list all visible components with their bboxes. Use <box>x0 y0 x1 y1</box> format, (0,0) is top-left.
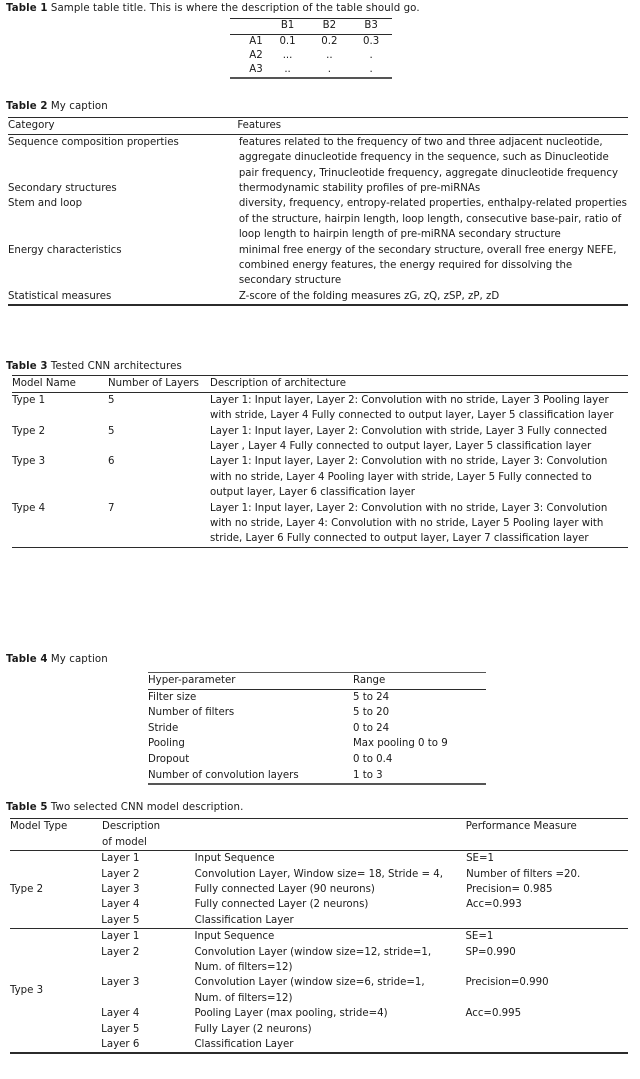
table5-header-spacer-2 <box>196 835 466 850</box>
table4-caption-label: Table 4 <box>6 654 48 665</box>
table-row <box>10 1022 628 1037</box>
table-row <box>10 929 628 944</box>
table5-g1-l5-layer: Layer 6 <box>101 1039 140 1051</box>
table2-header-row <box>8 118 628 133</box>
table5-g0-l4-layer: Layer 5 <box>101 914 140 926</box>
table4-r0-param: Filter size <box>148 691 197 703</box>
table2-bottomrule <box>8 304 628 305</box>
table2-caption <box>6 100 108 113</box>
table3-r1-layers: 5 <box>108 425 115 437</box>
table2-caption-text: My caption <box>50 101 108 112</box>
table2-r1-category: Secondary structures <box>8 183 117 195</box>
table5-caption-text: Two selected CNN model description. <box>50 802 244 813</box>
table5-g0-l3-layer: Layer 4 <box>101 899 140 911</box>
table3-r3-description: Layer 1: Input layer, Layer 2: Convolution with no stride, Layer 3: Convolution with no stride, Layer 4: Convolution with no stride, Layer 5 Pooling layer with stride, Layer 6 Fully connected to output layer, Layer 7 classification layer <box>210 502 608 545</box>
table3-caption-text: Tested CNN architectures <box>50 361 182 372</box>
table5-g1-l4-description: Fully Layer (2 neurons) <box>194 1023 312 1035</box>
table5-header-spacer-3 <box>466 835 628 850</box>
table4-r5-param: Number of convolution layers <box>148 769 299 781</box>
table5-group-type2 <box>10 851 628 928</box>
table5-g0-l1-layer: Layer 2 <box>101 868 140 880</box>
table1-r1-label: A2 <box>249 49 263 61</box>
table4-r5-range: 1 to 3 <box>353 769 383 781</box>
table-row <box>148 705 486 721</box>
table5-g1-l3-performance: Acc=0.995 <box>465 1008 522 1020</box>
table5-g0-model-type: Type 2 <box>10 884 44 896</box>
table-row <box>10 975 628 1006</box>
table5-g1-l5-description: Classification Layer <box>194 1039 294 1051</box>
table-row <box>148 721 486 737</box>
table-row <box>148 736 486 752</box>
table2-r1-features: thermodynamic stability profiles of pre-miRNAs <box>238 183 481 195</box>
table1-caption <box>6 2 420 15</box>
table2-r2-category: Stem and loop <box>8 198 83 210</box>
table1-r1-c3: . <box>369 49 373 61</box>
table5-g1-l2-performance: Precision=0.990 <box>465 977 549 989</box>
table3-r1-description: Layer 1: Input layer, Layer 2: Convolution with stride, Layer 3 Fully connected Layer , Layer 4 Fully connected to output layer, Layer 5 classification layer <box>210 425 608 453</box>
table-row <box>10 1006 628 1021</box>
table1-r2-c1: .. <box>284 64 291 75</box>
table5-g0-l3-description: Fully connected Layer (2 neurons) <box>194 899 369 911</box>
table-row <box>12 393 628 424</box>
table5-g1-l0-description: Input Sequence <box>194 931 275 943</box>
table5-header-description-spacer <box>196 819 466 834</box>
table-row <box>10 913 628 928</box>
table5-g0-l0-description: Input Sequence <box>194 853 275 865</box>
table1-r0-c2: 0.2 <box>321 35 338 47</box>
table1-header-b1: B1 <box>280 20 295 32</box>
table-row <box>12 454 628 500</box>
table4-r3-param: Pooling <box>148 738 185 750</box>
table2-header-features: Features <box>237 120 282 132</box>
table5-g0-l4-description: Classification Layer <box>194 914 294 926</box>
table5-header <box>10 819 628 850</box>
table3-header-number-of-layers: Number of Layers <box>108 378 199 390</box>
table4-bottomrule <box>148 783 486 784</box>
table5-g1-l1-description: Convolution Layer (window size=12, stride=1, Num. of filters=12) <box>194 946 432 974</box>
table2-header-category: Category <box>8 120 55 132</box>
table-row <box>10 882 628 897</box>
table4-r1-range: 5 to 20 <box>353 707 390 719</box>
table-row <box>230 63 392 77</box>
table-row <box>10 1037 628 1052</box>
table5-header-row <box>10 819 628 834</box>
table3-r0-description: Layer 1: Input layer, Layer 2: Convolution with no stride, Layer 3 Pooling layer with stride, Layer 4 Fully connected to output layer, Layer 5 classification layer <box>210 394 614 422</box>
table-row <box>10 867 628 882</box>
table3-header-description: Description of architecture <box>210 378 346 390</box>
table5-g1-l1-layer: Layer 2 <box>101 946 140 958</box>
table1-caption-label: Table 1 <box>6 3 48 14</box>
table3-r0-model-name: Type 1 <box>12 394 46 406</box>
table5-g1-l4-layer: Layer 5 <box>101 1023 140 1035</box>
table5-header-performance: Performance Measure <box>465 821 577 833</box>
table3-r3-layers: 7 <box>108 502 115 514</box>
table4-r2-range: 0 to 24 <box>353 722 390 734</box>
table4-caption-text: My caption <box>50 654 108 665</box>
table3-r3-model-name: Type 4 <box>12 502 46 514</box>
table3-caption <box>6 360 182 373</box>
table4-header <box>148 673 486 689</box>
table2-r0-features: features related to the frequency of two and three adjacent nucleotide, aggregate dinucleotide frequency in the sequence, such as Dinucleotide pair frequency, Trinucleotide frequency, aggregate dinucleotide frequency <box>238 136 618 179</box>
table5-g0-l4-performance <box>466 913 628 928</box>
table3-header-row <box>12 376 628 391</box>
table5-caption <box>6 801 243 814</box>
table5-g1-l0-performance: SE=1 <box>465 931 494 943</box>
table4-r2-param: Stride <box>148 722 179 734</box>
table-row <box>148 690 486 706</box>
table2-header <box>8 118 628 133</box>
table3-caption-label: Table 3 <box>6 361 48 372</box>
table1-r1-c2: .. <box>326 49 333 61</box>
table-row <box>10 851 628 866</box>
table4 <box>148 672 486 785</box>
table-row <box>10 897 628 912</box>
table-row <box>8 181 628 196</box>
table4-r0-range: 5 to 24 <box>353 691 390 703</box>
table-row <box>8 243 628 289</box>
table5-header-description-line1: Description <box>102 821 161 833</box>
table3-bottomrule <box>12 547 628 548</box>
table4-header-range: Range <box>353 675 386 686</box>
table4-r4-range: 0 to 0.4 <box>353 753 393 765</box>
table3-r2-model-name: Type 3 <box>12 456 46 468</box>
table5-g1-model-type: Type 3 <box>10 985 44 997</box>
table1 <box>230 18 392 79</box>
table5-g1-l2-description: Convolution Layer (window size=6, stride=1, Num. of filters=12) <box>194 977 425 1004</box>
table5-g1-l2-layer: Layer 3 <box>101 977 140 989</box>
table5-g1-l3-layer: Layer 4 <box>101 1008 140 1020</box>
table1-r1-c1: ... <box>282 49 293 61</box>
table5-caption-label: Table 5 <box>6 802 48 813</box>
table5-g0-l3-performance: Acc=0.993 <box>466 899 522 911</box>
table1-r2-c3: . <box>369 64 373 75</box>
table5-bottomrule <box>10 1052 628 1053</box>
table4-r4-param: Dropout <box>148 753 190 765</box>
table3-body <box>12 393 628 547</box>
table-row <box>12 501 628 547</box>
table1-r2-label: A3 <box>249 64 263 75</box>
table5-g0-l2-layer: Layer 3 <box>101 884 140 896</box>
table-row <box>230 35 392 49</box>
table2-r3-features: minimal free energy of the secondary structure, overall free energy NEFE, combined energy features, the energy required for dissolving the secondary structure <box>238 244 617 287</box>
table5-g1-l3-description: Pooling Layer (max pooling, stride=4) <box>194 1008 388 1020</box>
table2-caption-label: Table 2 <box>6 101 48 112</box>
table1-r0-label: A1 <box>249 35 263 47</box>
table5-header-modeltype-spacer <box>10 835 102 850</box>
table5-g1-l4-performance <box>465 1022 628 1037</box>
table-row <box>10 945 628 976</box>
table5-g0-l0-layer: Layer 1 <box>101 853 140 865</box>
table5-g1-l5-performance <box>465 1037 628 1052</box>
table3-header <box>12 376 628 391</box>
table5-header-row-2 <box>10 835 628 850</box>
table2-r4-features: Z-score of the folding measures zG, zQ, zSP, zP, zD <box>238 290 500 302</box>
table4-body <box>148 690 486 784</box>
table2-r3-category: Energy characteristics <box>8 244 122 256</box>
table4-header-row <box>148 673 486 689</box>
table5-g0-l2-performance: Precision= 0.985 <box>466 884 553 896</box>
table1-r0-c1: 0.1 <box>279 35 296 47</box>
table5-group-type3 <box>10 929 628 1052</box>
table1-caption-text: Sample table title. This is where the description of the table should go. <box>50 3 420 14</box>
table5-g0-l0-performance: SE=1 <box>466 853 494 865</box>
table1-header-row <box>230 19 392 33</box>
table4-caption <box>6 653 108 666</box>
table1-header-b2: B2 <box>322 20 337 32</box>
table1-bottomrule <box>230 77 392 78</box>
table-row <box>8 196 628 242</box>
table1-r2-c2: . <box>327 64 331 75</box>
table4-r1-param: Number of filters <box>148 707 235 719</box>
table-row <box>8 289 628 304</box>
table3-r1-model-name: Type 2 <box>12 425 46 437</box>
table3 <box>12 375 628 548</box>
table5-g0-l1-performance: Number of filters =20. <box>466 868 581 880</box>
table2-r4-category: Statistical measures <box>8 290 112 302</box>
table1-r0-c3: 0.3 <box>363 35 380 47</box>
table3-r2-description: Layer 1: Input layer, Layer 2: Convolution with no stride, Layer 3: Convolution with no stride, Layer 4 Pooling layer with stride, Layer 5 Fully connected to output layer, Layer 6 classification layer <box>210 456 608 499</box>
table5-header-model-type: Model Type <box>10 821 68 833</box>
table5-header-description-line2: of model <box>102 836 147 848</box>
table3-header-model-name: Model Name <box>12 378 76 390</box>
table3-r2-layers: 6 <box>108 456 115 468</box>
table2-r0-category: Sequence composition properties <box>8 136 179 148</box>
table2-r2-features: diversity, frequency, entropy-related properties, enthalpy-related properties of the structure, hairpin length, loop length, consecutive base-pair, ratio of loop length to hairpin length of pre-miRNA secondary structure <box>238 198 627 241</box>
table-row <box>8 135 628 181</box>
table4-r3-range: Max pooling 0 to 9 <box>353 738 448 750</box>
table-row <box>230 49 392 63</box>
table1-grid <box>230 19 392 33</box>
table-row <box>148 752 486 768</box>
table3-r0-layers: 5 <box>108 394 115 406</box>
table1-header-b3: B3 <box>364 20 378 32</box>
table2 <box>8 117 628 306</box>
table5 <box>10 818 628 1054</box>
table4-header-hyperparameter: Hyper-parameter <box>148 675 236 686</box>
table5-g0-l2-description: Fully connected Layer (90 neurons) <box>194 884 375 896</box>
table-row <box>148 768 486 784</box>
table-row <box>12 424 628 455</box>
table1-body <box>230 35 392 78</box>
table1-header-corner <box>230 19 267 33</box>
table5-g1-l0-layer: Layer 1 <box>101 931 140 943</box>
table2-body <box>8 135 628 304</box>
table5-g1-l1-performance: SP=0.990 <box>465 946 516 958</box>
table5-g0-l1-description: Convolution Layer, Window size= 18, Stride = 4, <box>194 868 443 880</box>
